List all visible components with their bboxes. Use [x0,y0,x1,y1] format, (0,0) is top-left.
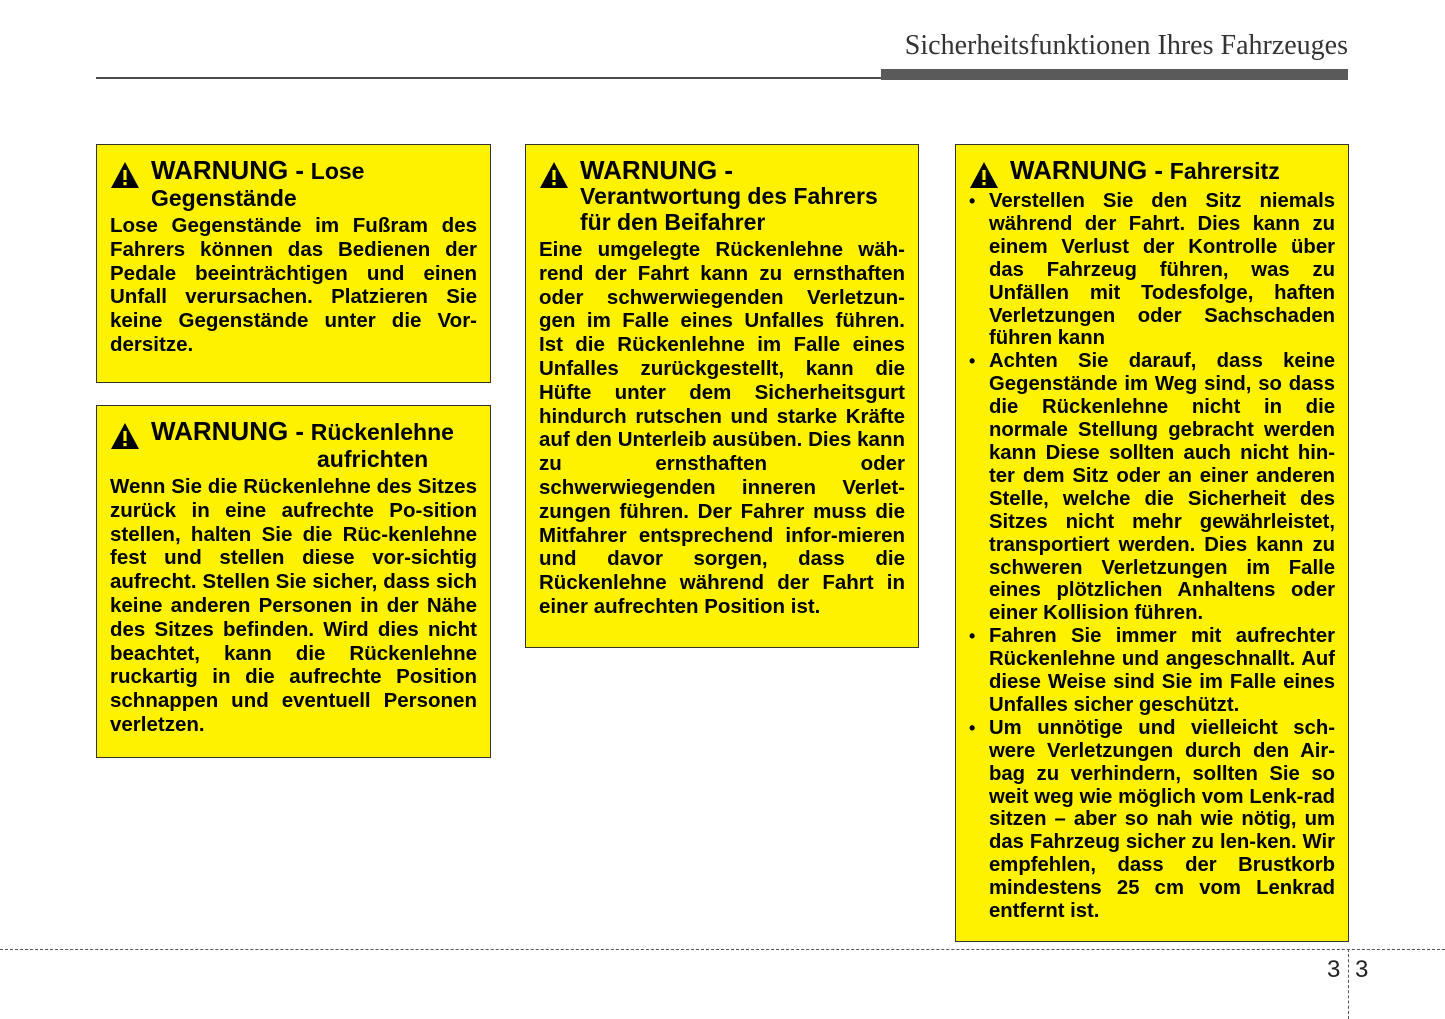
page-header-title: Sicherheitsfunktionen Ihres Fahrzeuges [904,30,1348,61]
warning-triangle-icon [110,161,140,189]
warning-label: WARNUNG - [151,155,305,185]
warning-topic: Lose [310,158,365,184]
header-bar [881,69,1348,80]
page-number: 3 [1355,956,1369,983]
warning-topic-line2: aufrichten [317,446,429,472]
warning-body: Wenn Sie die Rückenlehne des Sitzes zurück in eine aufrechte Po-sition stellen, halten Sie die Rüc-kenlehne fest und stellen diese vor-sichtig aufrecht. Stellen Sie sicher, dass sich keine anderen Personen in der Nähe des Sitzes befinden. Wird dies nicht beachtet, kann die Rückenlehne ruckartig in die aufrechte Position schnappen und eventuell Personen verletzen. [110,475,477,736]
bullet-item: • Um unnötige und vielleicht sch-were Verletzungen durch den Air-bag zu verhindern, sollten Sie so weit weg wie möglich vom Lenk-rad sitzen – aber so nah wie nötig, um das Fahrzeug sicher zu len-ken. Wir empfehlen, dass der Brustkorb mindestens 25 cm vom Lenkrad entfernt ist. [969,717,1335,923]
warning-box-driver-responsibility [525,144,919,648]
warning-label: WARNUNG - [1010,155,1164,185]
warning-triangle-icon [110,422,140,450]
warning-box-loose-objects [96,144,491,383]
warning-topic-line2: für den Beifahrer [580,209,766,235]
warning-heading [969,157,1335,189]
warning-body: Lose Gegenstände im Fußram des Fahrers können das Bedienen der Pedale beeinträchtigen und einen Unfall verursachen. Platzieren Sie keine Gegenstände unter die Vor-dersitze. [110,214,477,356]
warning-topic: Verantwortung des Fahrers [580,183,878,209]
warning-heading [110,418,477,472]
bullet-item: • Verstellen Sie den Sitz niemals während der Fahrt. Dies kann zu einem Verlust der Kontrolle über das Fahrzeug führen, was zu Unfällen mit Todesfolge, haften Verletzungen oder Sachschaden führen kann [969,190,1335,350]
bullet-item: • Achten Sie darauf, dass keine Gegenstände im Weg sind, so dass die Rückenlehne nicht in die normale Stellung gebracht werden kann Diese sollten auch nicht hin-ter dem Sitz oder an einer anderen Stelle, welche die Sicherheit des Sitzes nicht mehr gewährleistet, transportiert werden. Dies kann zu schweren Verletzungen im Falle eines plötzlichen Anhaltens oder einer Kollision führen. [969,350,1335,625]
warning-topic: Fahrersitz [1169,158,1280,184]
warning-box-driver-seat [955,144,1349,942]
chapter-number: 3 [1327,956,1341,983]
warning-topic-line2: Gegenstände [151,185,297,211]
bullet-item: • Fahren Sie immer mit aufrechter Rückenlehne und angeschnallt. Auf diese Weise sind Sie im Falle eines Unfalles sicher geschützt. [969,625,1335,717]
footer-dashed-rule [0,949,1445,950]
warning-triangle-icon [539,161,569,189]
warning-label: WARNUNG - [580,155,734,185]
warning-body: Eine umgelegte Rückenlehne wäh-rend der Fahrt kann zu ernsthaften oder schwerwiegenden Verletzun-gen im Falle eines Unfalles führen. Ist die Rückenlehne im Falle eines Unfalles zurückgestellt, kann die Hüfte unter dem Sicherheitsgurt hindurch rutschen und starke Kräfte auf den Unterleib ausüben. Dies kann zu ernsthaften oder schwerwiegenden inneren Verlet-zungen führen. Der Fahrer muss die Mitfahrer entsprechend infor-mieren und davor sorgen, dass die Rückenlehne während der Fahrt in einer aufrechten Position ist. [539,238,905,618]
warning-heading [539,157,905,235]
warning-triangle-icon [969,161,999,189]
warning-heading [110,157,477,211]
warning-topic: Rückenlehne [310,419,454,445]
footer-page-divider [1348,949,1349,1019]
warning-label: WARNUNG - [151,416,305,446]
warning-bullet-list [969,190,1335,923]
warning-box-backrest-upright [96,405,491,758]
